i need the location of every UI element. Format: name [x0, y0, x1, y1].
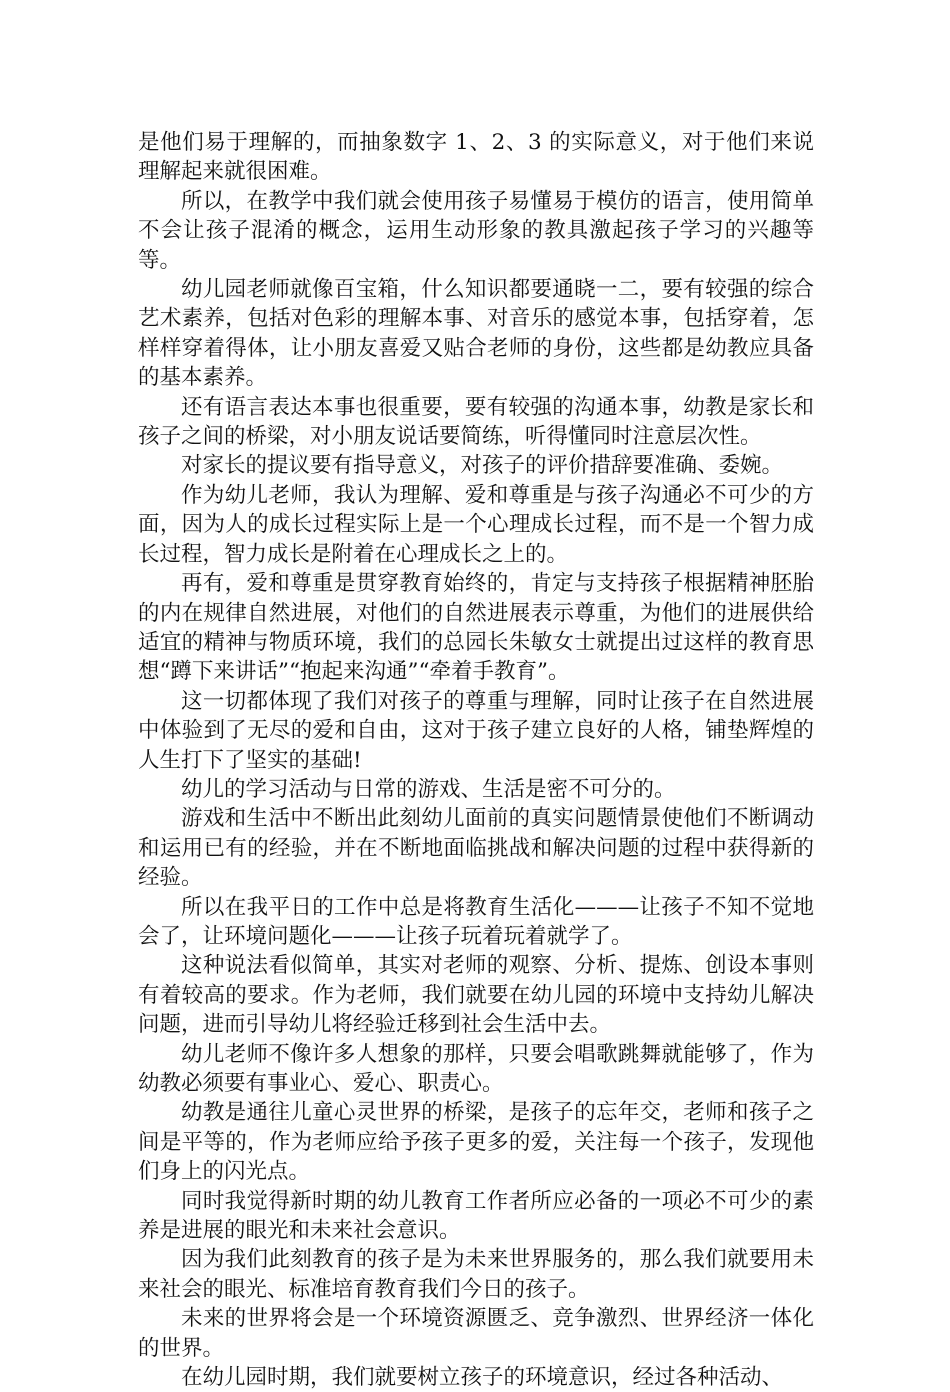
paragraph: 这一切都体现了我们对孩子的尊重与理解，同时让孩子在自然进展中体验到了无尽的爱和自由，这对于孩子建立良好的人格，铺垫辉煌的人生打下了坚实的基础!: [138, 688, 814, 773]
paragraph: 未来的世界将会是一个环境资源匮乏、竞争激烈、世界经济一体化的世界。: [138, 1306, 814, 1361]
paragraph: 所以在我平日的工作中总是将教育生活化———让孩子不知不觉地会了，让环境问题化———让孩子玩着玩着就学了。: [138, 894, 814, 949]
paragraph: 对家长的提议要有指导意义，对孩子的评价措辞要准确、委婉。: [181, 453, 784, 479]
paragraph: 幼儿老师不像许多人想象的那样，只要会唱歌跳舞就能够了，作为幼教必须要有事业心、爱心、职责心。: [138, 1041, 814, 1096]
paragraph: 作为幼儿老师，我认为理解、爱和尊重是与孩子沟通必不可少的方面，因为人的成长过程实际上是一个心理成长过程，而不是一个智力成长过程，智力成长是附着在心理成长之上的。: [138, 482, 814, 567]
paragraph: 幼教是通往儿童心灵世界的桥梁，是孩子的忘年交，老师和孩子之间是平等的，作为老师应给予孩子更多的爱，关注每一个孩子，发现他们身上的闪光点。: [138, 1100, 814, 1185]
paragraph: 幼儿园老师就像百宝箱，什么知识都要通晓一二，要有较强的综合艺术素养，包括对色彩的理解本事、对音乐的感觉本事，包括穿着，怎样样穿着得体，让小朋友喜爱又贴合老师的身份，这些都是幼教应具备的基本素养。: [138, 277, 814, 391]
paragraph: 再有，爱和尊重是贯穿教育始终的，肯定与支持孩子根据精神胚胎的内在规律自然进展，对他们的自然进展表示尊重，为他们的进展供给适宜的精神与物质环境，我们的总园长朱敏女士就提出过这样的教育思想“蹲下来讲话”“抱起来沟通”“牵着手教育”。: [138, 571, 814, 685]
paragraph: 因为我们此刻教育的孩子是为未来世界服务的，那么我们就要用未来社会的眼光、标准培育教育我们今日的孩子。: [138, 1247, 814, 1302]
paragraph: 是他们易于理解的，而抽象数字 1、2、3 的实际意义，对于他们来说理解起来就很困难。: [138, 130, 814, 185]
paragraph: 游戏和生活中不断出此刻幼儿面前的真实问题情景使他们不断调动和运用已有的经验，并在不断地面临挑战和解决问题的过程中获得新的经验。: [138, 806, 814, 891]
paragraph: 这种说法看似简单，其实对老师的观察、分析、提炼、创设本事则有着较高的要求。作为老师，我们就要在幼儿园的环境中支持幼儿解决问题，进而引导幼儿将经验迁移到社会生活中去。: [138, 953, 814, 1038]
paragraph: 同时我觉得新时期的幼儿教育工作者所应必备的一项必不可少的素养是进展的眼光和未来社会意识。: [138, 1188, 814, 1244]
document-body: [138, 128, 814, 1392]
paragraph: 在幼儿园时期，我们就要树立孩子的环境意识，经过各种活动、: [181, 1365, 784, 1391]
paragraph: 幼儿的学习活动与日常的游戏、生活是密不可分的。: [181, 776, 676, 802]
paragraph: 还有语言表达本事也很重要，要有较强的沟通本事，幼教是家长和孩子之间的桥梁，对小朋友说话要简练，听得懂同时注意层次性。: [138, 394, 814, 450]
paragraph: 所以，在教学中我们就会使用孩子易懂易于模仿的语言，使用简单不会让孩子混淆的概念，运用生动形象的教具激起孩子学习的兴趣等等。: [138, 188, 814, 273]
